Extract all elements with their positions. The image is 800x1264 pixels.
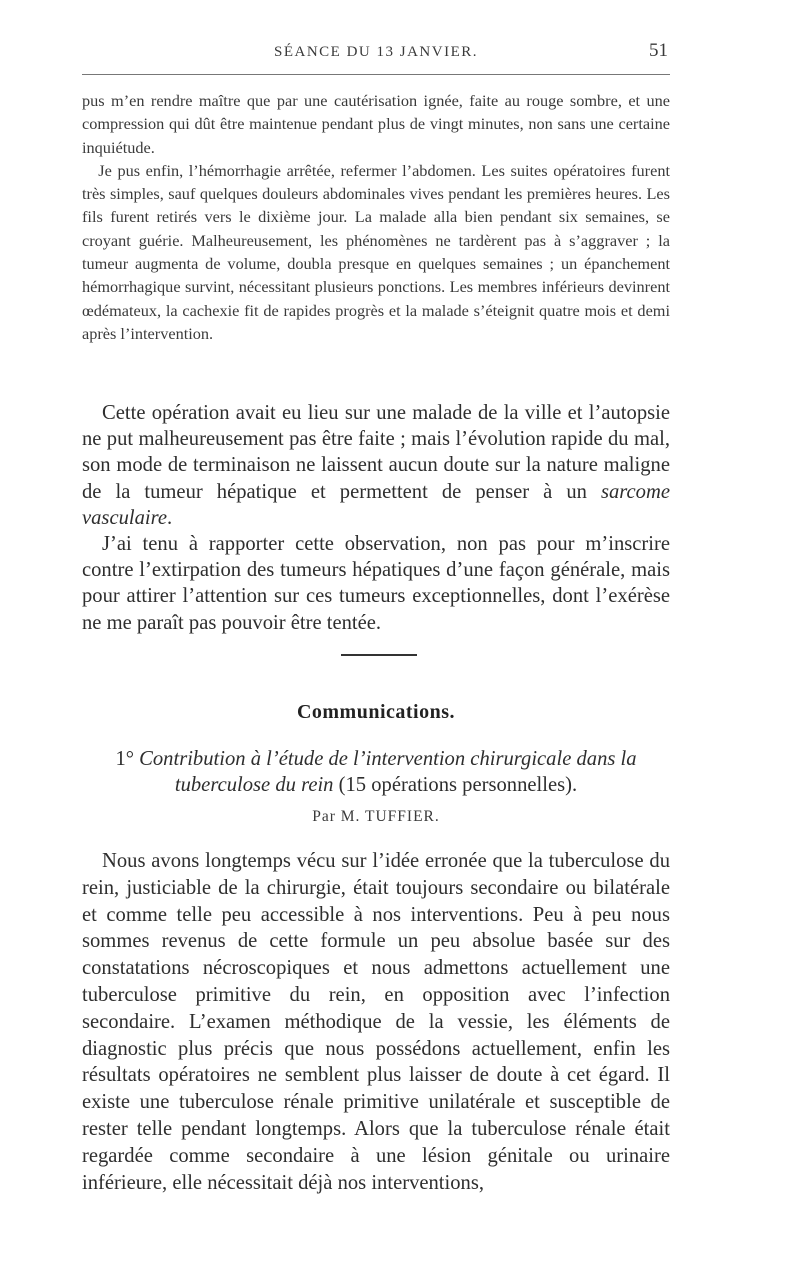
section-separator — [341, 654, 417, 656]
communication-title-italic: Contribution à l’étude de l’intervention chirurgicale dans la tuberculose du rein — [139, 748, 637, 796]
header-rule — [82, 74, 670, 75]
conclusion-paragraph-1 — [82, 400, 670, 531]
author-byline: Par M. TUFFIER. — [312, 808, 440, 825]
section-title: Communications. — [296, 701, 456, 723]
page-header — [82, 40, 670, 68]
conclusion-paragraph-2: J’ai tenu à rapporter cette observation, non pas pour m’inscrire contre l’extirpation des tumeurs hépatiques d’une façon générale, mais pour attirer l’attention sur ces tumeurs exceptionnelles, dont l’exérèse ne me paraît pas pouvoir être tentée. — [82, 533, 670, 634]
communication-title-rest: (15 opérations personnelles). — [333, 774, 578, 796]
conclusion-p1-end: . — [167, 506, 173, 529]
communication-body — [82, 848, 670, 1196]
conclusion-p1-start: Cette opération avait eu lieu sur une malade de la ville et l’autopsie ne put malheureusement pas être faite ; mais l’évolution rapide du mal, son mode de terminaison ne laissent aucun doute sur la nature maligne de la tumeur hépatique et permettent de penser à un — [82, 402, 670, 503]
conclusion-p1-italic: sarcome vasculaire — [82, 480, 670, 529]
observation-paragraph-1: pus m’en rendre maître que par une cautérisation ignée, faite au rouge sombre, et une compression qui dût être maintenue pendant plus de vingt minutes, non sans une certaine inquiétude. — [82, 91, 670, 157]
page-number: 51 — [649, 40, 668, 61]
communication-title — [82, 746, 670, 798]
communication-number: 1° — [115, 748, 134, 770]
observation-paragraph-2: Je pus enfin, l’hémorrhagie arrêtée, refermer l’abdomen. Les suites opératoires furent très simples, sauf quelques douleurs abdominales vives pendant les premières heures. Les fils furent retirés vers le dixième jour. La malade alla bien pendant six semaines, se croyant guérie. Malheureusement, les phénomènes ne tardèrent pas à s’aggraver ; la tumeur augmenta de volume, doubla presque en quelques semaines ; un épanchement hémorrhagique survint, nécessitant plusieurs ponctions. Les membres inférieurs devinrent œdémateux, la cachexie fit de rapides progrès et la malade s’éteignit quatre mois et demi après l’intervention. — [82, 160, 670, 343]
body-paragraph-1: Nous avons longtemps vécu sur l’idée erronée que la tuberculose du rein, justiciable de la chirurgie, était toujours secondaire ou bilatérale et comme telle peu accessible à nos interventions. Peu à peu nous sommes revenus de cette formule un peu absolue basée sur des constatations nécroscopiques et nous admettons actuellement une tuberculose primitive du rein, en opposition avec l’infection secondaire. L’examen méthodique de la vessie, les éléments de diagnostic plus précis que nous possédons actuellement, enfin les résultats opératoires ne semblent plus laisser de doute à cet égard. Il existe une tuberculose rénale primitive unilatérale et susceptible de rester telle pendant longtemps. Alors que la tuberculose rénale était regardée comme secondaire à une lésion génitale ou urinaire inférieure, elle nécessitait déjà nos interventions, — [82, 850, 670, 1194]
conclusion-text — [82, 400, 670, 636]
running-title: SÉANCE DU 13 JANVIER. — [274, 44, 478, 60]
observation-text — [82, 89, 670, 345]
